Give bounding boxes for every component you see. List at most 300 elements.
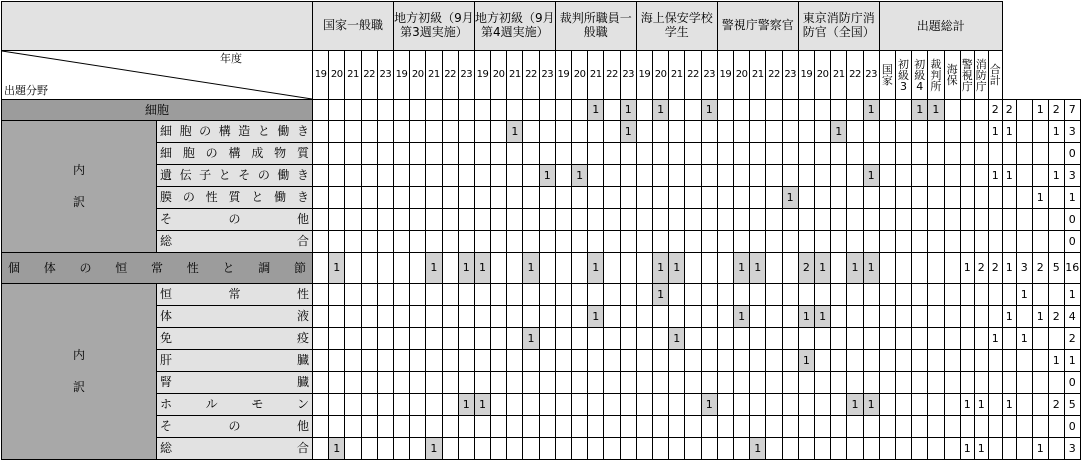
total-cell xyxy=(1016,416,1032,438)
year-cell xyxy=(539,253,555,284)
year-cell xyxy=(928,328,944,350)
total-cell xyxy=(1016,143,1032,165)
year-cell xyxy=(604,350,620,372)
year-cell xyxy=(944,438,960,460)
year-cell xyxy=(442,438,458,460)
year-cell xyxy=(636,121,652,143)
year-cell xyxy=(895,121,911,143)
year-cell xyxy=(831,231,847,253)
year-cell xyxy=(831,416,847,438)
year-cell xyxy=(863,306,879,328)
year-cell xyxy=(863,350,879,372)
year-cell xyxy=(944,165,960,187)
year-cell xyxy=(410,328,426,350)
year-cell xyxy=(766,187,782,209)
year-cell xyxy=(329,372,345,394)
year-cell xyxy=(507,284,523,306)
year-cell xyxy=(798,328,814,350)
year-cell xyxy=(491,306,507,328)
year-cell xyxy=(669,121,685,143)
year-cell xyxy=(361,165,377,187)
year-cell xyxy=(895,328,911,350)
year-cell xyxy=(555,372,571,394)
year-cell xyxy=(393,328,409,350)
year-cell xyxy=(653,187,669,209)
year-cell: 1 xyxy=(474,253,490,284)
year-cell xyxy=(572,328,588,350)
year-cell xyxy=(458,100,474,121)
year-cell xyxy=(717,231,733,253)
year-cell xyxy=(895,253,911,284)
year-cell xyxy=(377,165,393,187)
year-cell: 1 xyxy=(458,394,474,416)
total-cell xyxy=(1002,438,1016,460)
year-cell xyxy=(734,187,750,209)
year-cell xyxy=(782,231,798,253)
year-cell xyxy=(604,284,620,306)
year-cell xyxy=(944,328,960,350)
grand-total-cell: 1 xyxy=(1064,350,1080,372)
total-cell xyxy=(1048,372,1064,394)
subcategory-row xyxy=(2,372,1081,394)
year-cell xyxy=(879,416,895,438)
year-cell xyxy=(879,372,895,394)
year-cell xyxy=(507,209,523,231)
year-cell xyxy=(653,372,669,394)
year-cell xyxy=(928,438,944,460)
year-cell xyxy=(879,100,895,121)
year-cell xyxy=(620,231,636,253)
year-cell xyxy=(458,416,474,438)
year-cell xyxy=(847,165,863,187)
year-cell xyxy=(555,165,571,187)
year-cell xyxy=(717,350,733,372)
year-cell xyxy=(782,253,798,284)
year-cell xyxy=(474,416,490,438)
year-cell: 1 xyxy=(928,100,944,121)
year-cell: 1 xyxy=(734,253,750,284)
year-cell xyxy=(814,328,830,350)
total-cell xyxy=(1032,284,1048,306)
year-cell: 1 xyxy=(798,350,814,372)
year-cell xyxy=(474,328,490,350)
year-cell xyxy=(734,100,750,121)
total-cell xyxy=(988,438,1002,460)
year-cell xyxy=(539,394,555,416)
year-cell xyxy=(912,372,928,394)
year-cell xyxy=(685,328,701,350)
year-cell xyxy=(491,438,507,460)
total-cell xyxy=(974,306,988,328)
total-cell xyxy=(1032,165,1048,187)
year-cell xyxy=(442,209,458,231)
year-cell xyxy=(555,328,571,350)
year-cell xyxy=(766,231,782,253)
year-cell xyxy=(895,372,911,394)
year-cell xyxy=(766,253,782,284)
year-cell xyxy=(313,438,329,460)
totals-col-header-text: 消防庁 xyxy=(975,57,987,93)
category-row xyxy=(2,253,1081,284)
year-cell xyxy=(507,416,523,438)
year-cell: 1 xyxy=(750,253,766,284)
totals-col-header xyxy=(895,51,911,100)
year-cell xyxy=(474,143,490,165)
total-cell xyxy=(1048,231,1064,253)
year-cell xyxy=(426,165,442,187)
year-cell xyxy=(588,394,604,416)
year-cell xyxy=(393,121,409,143)
year-cell xyxy=(604,328,620,350)
year-cell xyxy=(912,394,928,416)
year-cell xyxy=(620,306,636,328)
year-cell xyxy=(426,328,442,350)
total-cell xyxy=(988,209,1002,231)
year-cell xyxy=(701,350,717,372)
year-cell xyxy=(555,143,571,165)
year-cell xyxy=(653,306,669,328)
year-cell xyxy=(572,187,588,209)
year-cell xyxy=(750,121,766,143)
total-cell xyxy=(988,394,1002,416)
year-cell xyxy=(620,165,636,187)
total-cell xyxy=(988,416,1002,438)
year-cell xyxy=(442,100,458,121)
year-cell xyxy=(442,372,458,394)
year-cell xyxy=(653,143,669,165)
year-cell xyxy=(458,143,474,165)
year-cell xyxy=(345,438,361,460)
total-cell xyxy=(960,350,974,372)
year-cell xyxy=(928,253,944,284)
year-cell xyxy=(717,187,733,209)
year-cell xyxy=(604,438,620,460)
year-cell xyxy=(523,284,539,306)
total-cell: 1 xyxy=(988,121,1002,143)
year-cell xyxy=(798,438,814,460)
year-cell xyxy=(329,165,345,187)
total-cell xyxy=(974,165,988,187)
year-header: 20 xyxy=(653,51,669,100)
year-cell xyxy=(313,121,329,143)
year-cell xyxy=(879,165,895,187)
year-cell xyxy=(717,416,733,438)
year-cell xyxy=(410,394,426,416)
year-cell xyxy=(863,328,879,350)
year-cell xyxy=(539,187,555,209)
side-char-uchi: 内 xyxy=(72,348,85,363)
header-diagonal-cell xyxy=(2,51,313,100)
year-cell xyxy=(442,253,458,284)
year-cell xyxy=(410,187,426,209)
year-cell xyxy=(636,253,652,284)
year-cell xyxy=(912,253,928,284)
year-cell xyxy=(393,284,409,306)
total-cell: 1 xyxy=(1016,284,1032,306)
year-cell xyxy=(895,165,911,187)
year-cell: 1 xyxy=(782,187,798,209)
year-cell xyxy=(555,209,571,231)
year-cell xyxy=(426,350,442,372)
year-cell xyxy=(814,121,830,143)
total-cell: 1 xyxy=(988,328,1002,350)
year-cell xyxy=(491,100,507,121)
year-cell: 1 xyxy=(329,253,345,284)
year-cell xyxy=(588,165,604,187)
year-cell xyxy=(345,143,361,165)
year-cell: 1 xyxy=(750,438,766,460)
year-cell xyxy=(361,100,377,121)
year-cell xyxy=(669,372,685,394)
year-cell xyxy=(377,143,393,165)
year-cell xyxy=(928,350,944,372)
total-cell xyxy=(974,372,988,394)
year-cell xyxy=(734,165,750,187)
year-cell xyxy=(750,394,766,416)
year-cell xyxy=(442,350,458,372)
year-cell xyxy=(426,209,442,231)
year-cell xyxy=(361,209,377,231)
total-cell: 2 xyxy=(1048,100,1064,121)
year-header: 23 xyxy=(458,51,474,100)
total-cell xyxy=(988,187,1002,209)
total-cell xyxy=(1032,394,1048,416)
year-cell xyxy=(377,306,393,328)
year-cell xyxy=(944,394,960,416)
year-cell xyxy=(572,416,588,438)
year-cell xyxy=(458,328,474,350)
category-label xyxy=(2,253,313,284)
total-cell: 3 xyxy=(1016,253,1032,284)
year-cell xyxy=(345,187,361,209)
year-cell xyxy=(523,231,539,253)
year-cell xyxy=(847,328,863,350)
year-header: 21 xyxy=(669,51,685,100)
year-cell xyxy=(798,416,814,438)
year-cell xyxy=(507,306,523,328)
totals-col-header xyxy=(928,51,944,100)
year-cell xyxy=(653,121,669,143)
year-cell xyxy=(879,306,895,328)
year-cell xyxy=(458,306,474,328)
year-cell xyxy=(572,253,588,284)
year-cell xyxy=(329,121,345,143)
year-cell: 1 xyxy=(572,165,588,187)
year-cell xyxy=(345,121,361,143)
year-cell xyxy=(879,231,895,253)
total-cell xyxy=(988,143,1002,165)
year-header: 21 xyxy=(426,51,442,100)
total-cell xyxy=(1032,350,1048,372)
year-cell xyxy=(912,121,928,143)
year-cell xyxy=(685,187,701,209)
year-cell: 1 xyxy=(329,438,345,460)
year-header: 23 xyxy=(539,51,555,100)
total-cell xyxy=(1048,438,1064,460)
year-cell xyxy=(717,143,733,165)
year-cell xyxy=(879,143,895,165)
year-cell xyxy=(620,350,636,372)
year-cell xyxy=(393,143,409,165)
year-cell xyxy=(313,416,329,438)
year-cell xyxy=(442,394,458,416)
year-cell xyxy=(669,165,685,187)
total-cell xyxy=(960,143,974,165)
year-header: 19 xyxy=(555,51,571,100)
totals-col-header-text: 国家 xyxy=(881,63,893,87)
year-header: 23 xyxy=(863,51,879,100)
exam-header: 警視庁警察官 xyxy=(717,2,798,51)
year-cell xyxy=(895,100,911,121)
subcategory-label: 総合 xyxy=(157,231,313,253)
year-cell: 1 xyxy=(912,100,928,121)
year-header: 20 xyxy=(491,51,507,100)
year-cell xyxy=(620,284,636,306)
year-cell xyxy=(912,187,928,209)
year-cell xyxy=(750,284,766,306)
year-cell xyxy=(507,350,523,372)
year-cell xyxy=(701,165,717,187)
year-cell xyxy=(393,372,409,394)
total-cell xyxy=(974,100,988,121)
year-cell: 1 xyxy=(588,253,604,284)
year-cell xyxy=(717,328,733,350)
total-cell xyxy=(1032,209,1048,231)
year-header: 19 xyxy=(313,51,329,100)
year-header: 23 xyxy=(701,51,717,100)
year-cell xyxy=(814,350,830,372)
year-cell xyxy=(361,306,377,328)
total-cell xyxy=(1032,231,1048,253)
year-cell xyxy=(572,306,588,328)
year-cell xyxy=(928,416,944,438)
year-cell xyxy=(928,306,944,328)
total-cell xyxy=(1032,416,1048,438)
exam-frequency-table xyxy=(1,1,1081,460)
year-cell xyxy=(750,328,766,350)
year-cell xyxy=(393,209,409,231)
year-cell xyxy=(685,372,701,394)
year-cell xyxy=(847,306,863,328)
year-cell xyxy=(539,231,555,253)
year-cell: 1 xyxy=(588,100,604,121)
subcategory-row xyxy=(2,121,1081,143)
year-cell xyxy=(782,121,798,143)
year-cell xyxy=(329,209,345,231)
totals-col-header-text: 合計 xyxy=(989,63,1001,87)
year-cell xyxy=(604,253,620,284)
year-cell xyxy=(944,100,960,121)
subcategory-row xyxy=(2,306,1081,328)
year-cell xyxy=(572,100,588,121)
year-cell xyxy=(669,350,685,372)
year-cell xyxy=(555,100,571,121)
year-cell: 1 xyxy=(701,394,717,416)
year-cell xyxy=(863,416,879,438)
total-cell xyxy=(974,143,988,165)
year-cell xyxy=(588,328,604,350)
total-cell: 1 xyxy=(1002,394,1016,416)
year-cell xyxy=(491,165,507,187)
year-cell xyxy=(831,372,847,394)
year-cell xyxy=(766,100,782,121)
year-cell xyxy=(604,100,620,121)
year-cell xyxy=(361,143,377,165)
year-cell xyxy=(669,394,685,416)
year-cell xyxy=(491,350,507,372)
year-cell xyxy=(734,394,750,416)
year-cell xyxy=(847,209,863,231)
subcategory-label: 細胞の構成物質 xyxy=(157,143,313,165)
year-cell xyxy=(669,306,685,328)
year-cell xyxy=(782,209,798,231)
year-cell xyxy=(410,253,426,284)
year-cell xyxy=(377,438,393,460)
year-cell xyxy=(636,306,652,328)
total-cell xyxy=(1016,438,1032,460)
subcategory-label: 細胞の構造と働き xyxy=(157,121,313,143)
totals-col-header-text: 警視庁 xyxy=(961,57,973,93)
year-header: 20 xyxy=(734,51,750,100)
year-cell xyxy=(863,438,879,460)
year-cell xyxy=(523,438,539,460)
year-cell xyxy=(863,209,879,231)
year-cell xyxy=(750,209,766,231)
category-label-text: 細胞 xyxy=(144,102,169,117)
year-cell xyxy=(458,231,474,253)
total-cell xyxy=(1016,121,1032,143)
year-cell xyxy=(377,394,393,416)
year-cell xyxy=(944,350,960,372)
year-cell xyxy=(313,209,329,231)
year-cell xyxy=(410,143,426,165)
subcategory-label: 総合 xyxy=(157,438,313,460)
total-cell: 1 xyxy=(1002,306,1016,328)
year-cell xyxy=(879,350,895,372)
year-cell xyxy=(701,121,717,143)
grand-total-cell: 0 xyxy=(1064,372,1080,394)
year-cell xyxy=(669,284,685,306)
year-cell xyxy=(393,394,409,416)
year-cell xyxy=(393,416,409,438)
year-cell xyxy=(539,438,555,460)
total-cell xyxy=(1048,416,1064,438)
year-cell xyxy=(912,328,928,350)
year-cell xyxy=(474,209,490,231)
year-cell xyxy=(912,306,928,328)
subcategory-row xyxy=(2,416,1081,438)
year-cell xyxy=(313,253,329,284)
header-year-row xyxy=(2,51,1081,100)
year-cell xyxy=(912,143,928,165)
year-cell xyxy=(507,187,523,209)
year-cell xyxy=(604,306,620,328)
year-cell xyxy=(604,416,620,438)
total-cell xyxy=(1016,100,1032,121)
year-cell xyxy=(847,121,863,143)
year-header: 19 xyxy=(798,51,814,100)
year-header: 19 xyxy=(474,51,490,100)
year-cell xyxy=(539,284,555,306)
year-cell xyxy=(928,372,944,394)
year-cell xyxy=(701,372,717,394)
year-cell xyxy=(814,372,830,394)
year-cell xyxy=(555,231,571,253)
side-char-uchi: 内 xyxy=(72,163,85,178)
year-cell xyxy=(782,416,798,438)
year-cell xyxy=(474,121,490,143)
year-cell xyxy=(539,306,555,328)
